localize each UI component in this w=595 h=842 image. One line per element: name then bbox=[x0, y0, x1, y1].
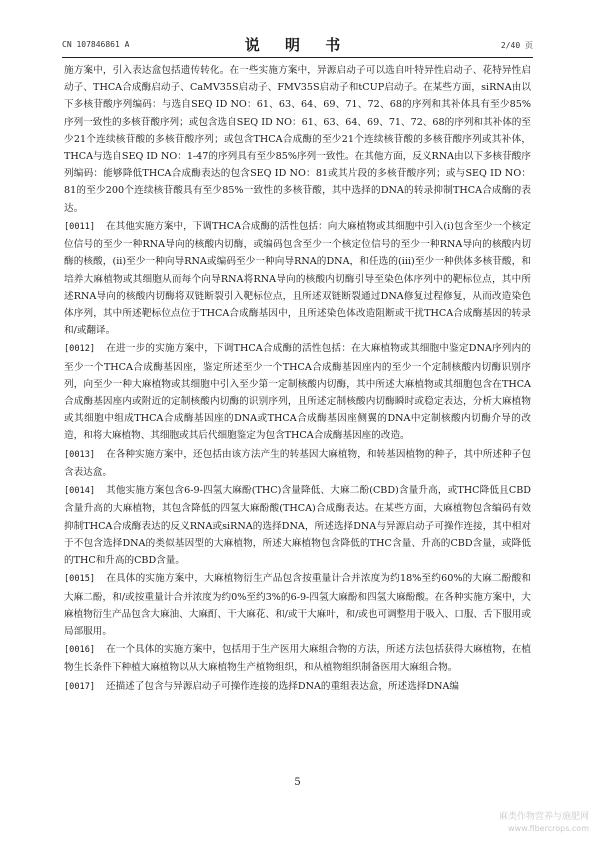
paragraph-text: 还描述了包含与异源启动子可操作连接的选择DNA的重组表达盒，所述选择DNA编 bbox=[106, 680, 460, 692]
paragraph-0013 bbox=[64, 446, 531, 481]
document-title: 说 明 书 bbox=[244, 36, 351, 54]
page-header bbox=[62, 34, 533, 56]
paragraph-number: [0012] bbox=[64, 344, 96, 355]
paragraph-text: 在具体的实施方案中，大麻植物衍生产品包含按重量计合并浓度为约18%至约60%的大麻二酚酸和大麻二酚，和/或按重量计合并浓度为约0%至约3%的6-9-四氢大麻酚和四氢大麻酚酸。在各种实施方案中，大麻植物衍生产品包含大麻油、大麻酊、干大麻花、和/或干大麻叶，和/或也可调整用于吸入、口服、舌下服用或局部服用。 bbox=[64, 573, 531, 637]
body-text bbox=[64, 62, 531, 697]
paragraph-text: 在各种实施方案中，还包括由该方法产生的转基因大麻植物，和转基因植物的种子，其中所述种子包含表达盒。 bbox=[64, 448, 531, 478]
paragraph-0016 bbox=[64, 641, 531, 676]
watermark-title: 麻类作物营养与施肥网 bbox=[498, 812, 589, 822]
paragraph-number: [0011] bbox=[64, 221, 96, 232]
paragraph-number: [0013] bbox=[64, 449, 96, 460]
paragraph-0012 bbox=[64, 340, 531, 444]
paragraph-number: [0017] bbox=[64, 681, 96, 692]
header-rule bbox=[62, 57, 533, 58]
paragraph-number: [0016] bbox=[64, 645, 96, 656]
paragraph-number: [0015] bbox=[64, 574, 96, 585]
paragraph-text: 其他实施方案包含6-9-四氢大麻酚(THC)含量降低、大麻二酚(CBD)含量升高，或THC降低且CBD含量升高的大麻植物，其包含降低的四氢大麻酚酸(THCA)合成酶表达。在某些方面，大麻植物包含编码有效抑制THCA合成酶表达的反义RNA或siRNA的选择DNA，所述选择DNA与异源启动子可操作连接，其中相对于不包含选择DNA的类似基因型的大麻植物，所述大麻植物包含降低的THC含量、升高的CBD含量，或降低的THC和升高的CBD含量。 bbox=[64, 485, 531, 567]
watermark-url: www.fibercrops.com bbox=[508, 824, 589, 833]
paragraph-0014 bbox=[64, 482, 531, 569]
watermark bbox=[499, 812, 589, 834]
patent-number: CN 107846861 A bbox=[62, 40, 130, 49]
paragraph-0015 bbox=[64, 570, 531, 640]
paragraph-text: 在一个具体的实施方案中，包括用于生产医用大麻组合物的方法，所述方法包括获得大麻植物，在植物生长条件下种植大麻植物以从大麻植物生产植物组织，和从植物组织制备医用大麻组合物。 bbox=[64, 644, 531, 674]
page-of-count: 2/40 页 bbox=[500, 41, 533, 50]
paragraph-text: 在进一步的实施方案中，下调THCA合成酶的活性包括：在大麻植物或其细胞中鉴定DNA序列内的至少一个THCA合成酶基因座，鉴定所述至少一个THCA合成酶基因座内的至少一个定制核酸内切酶识别序列，向至少一种大麻植物或其细胞中引入至少第一定制核酸内切酶，其中所述大麻植物或其细胞包含在THCA合成酶基因座内或附近的定制核酸内切酶的识别序列，且所述定制核酸内切酶瞬时或稳定表达，分析大麻植物或其细胞中组成THCA合成酶基因座的DNA或THCA合成酶基因座侧翼的DNA中定制核酸内切酶介导的改造，和将大麻植物、其细胞或其后代细胞鉴定为包含THCA合成酶基因座的改造。 bbox=[64, 343, 531, 442]
paragraph-number: [0014] bbox=[64, 486, 96, 497]
paragraph-0017 bbox=[64, 678, 531, 696]
page-number: 5 bbox=[294, 777, 301, 788]
paragraph-0011 bbox=[64, 218, 531, 339]
paragraph-text: 在其他实施方案中，下调THCA合成酶的活性包括：向大麻植物或其细胞中引入(i)包含至少一个核定位信号的至少一种RNA导向的核酸内切酶，或编码包含至少一个核定位信号的至少一种RNA导向的核酸内切酶的核酸，(ii)至少一种向导RNA或编码至少一种向导RNA的DNA，和任选的(iii)至少一种供体多核苷酸，和培养大麻植物或其细胞从而每个向导RNA将RNA导向的核酸内切酶引导至染色体序列中的靶标位点，其中所述RNA导向的核酸内切酶将双链断裂引入靶标位点，且所述双链断裂通过DNA修复过程修复，从而改造染色体序列，其中所述靶标位点位于THCA合成酶基因中，且所述染色体改造阻断或干扰THCA合成酶基因的转录和/或翻译。 bbox=[64, 220, 531, 337]
intro-paragraph: 施方案中，引入表达盒包括遗传转化。在一些实施方案中，异源启动子可以选自叶特异性启动子、花特异性启动子、THCA合成酶启动子、CaMV35S启动子、FMV35S启动子和tCUP启动子。在某些方面，siRNA由以下多核苷酸序列编码：与选自SEQ ID NO：61、63、64、69、71、72、68的序列和其补体具有至少85%序列一致性的多核苷酸序列；或包含选自SEQ ID NO：61、63、64、69、71、72、68的序列和其补体的至少21个连续核苷酸的多核苷酸序列；或包含THCA合成酶的至少21个连续核苷酸的多核苷酸序列或其补体，THCA与选自SEQ ID NO：1-47的序列具有至少85%序列一致性。在其他方面，反义RNA由以下多核苷酸序列编码：能够降低THCA合成酶表达的包含SEQ ID NO：81或其片段的多核苷酸序列；或与SEQ ID NO：81的至少200个连续核苷酸具有至少85%一致性的多核苷酸，其中选择的DNA的转录抑制THCA合成酶的表达。 bbox=[64, 65, 531, 214]
